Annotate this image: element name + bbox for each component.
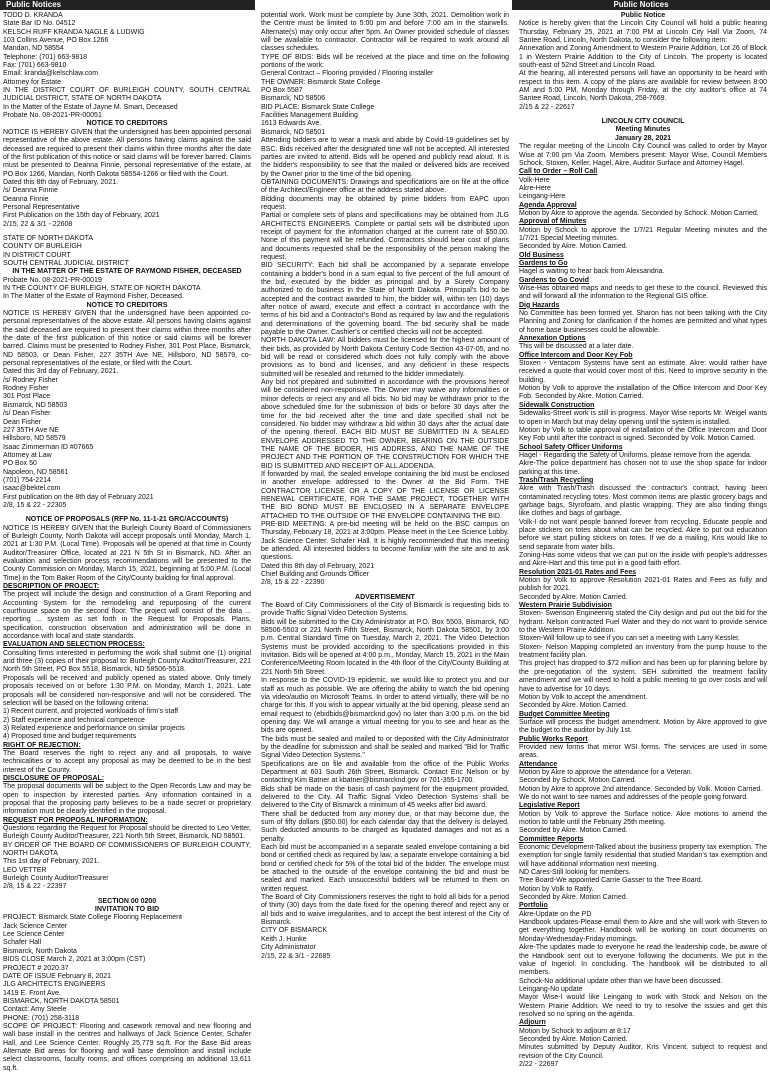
notice-subheading: Committee Reports [519, 835, 584, 843]
notice-text: Zoning-Has some videos that we can put on the inside with people's addresses and Akre-Hart and this time put in a good faith effort. [519, 552, 767, 568]
notice-text: Wise-Has obtained maps and needs to get these to the council. Reviewed this and will forward all the information to the Regional GIS office. [519, 285, 767, 301]
notice-text: KELSCH RUFF KRANDA NAGLE & LUDWIG [3, 28, 145, 36]
notice-text: 1613 Edwards Ave. [261, 120, 322, 128]
notice-text: Probate No. 08-2021-PR-00019 [3, 276, 102, 284]
notice-text: Seconded by Schock. Motion Carried. [519, 777, 637, 785]
notice-text: Volk-I do not want people banned forever from recycling. Educate people and place stickers on totes about what can be recycled. Akre to put out education before we start pulling stickers on totes. If we do a mailing, Kris would like to send separate from water bills. [519, 518, 767, 551]
notice-heading: Meeting Minutes [615, 126, 671, 134]
section-header-left: Public Notices [0, 0, 255, 10]
notice-text: First Publication on the 15th day of February, 2021 [3, 212, 160, 220]
notice-subheading: Budget Committee Meeting [519, 710, 610, 718]
notice-text: Burleigh County Auditor/Treasurer [3, 875, 109, 883]
notice-text: Volk-Here [519, 176, 550, 184]
notice-text: 4) Proposed time and budget requirements [3, 733, 137, 741]
notice-text: Attending bidders are to wear a mask and abide by Covid-19 guidelines set by BSC. Bids received after the designated time will not be accepted. All interested parties are invited to attend. Bids will be opened and publicly read aloud. It is the bidder's responsibility to see that the mailed or delivered bids are received by the Owner prior to the time of the bid opening. [261, 137, 509, 178]
notice-text: Akre-Here [519, 184, 551, 192]
notice-text: Bids will be submitted to the City Administrator at P.O. Box 5503, Bismarck, ND 58506-5503 or 221 North Fifth Street, Bismarck, North Dakota 58501, by 3:00 p.m. Central Standard Time on Tuesday, March 2, 2021. The Video Detection Systems must be provided according to the specifications provided in this invitation. Bids will be opened at 4:00 p.m., Monday, March 15, 2021 in the Main Conference/Meeting Room located in the 4th floor of the City/County Building at 221 North 5th Street. [261, 618, 509, 676]
notice-text: Dean Fisher [3, 418, 42, 426]
notice-text: 2/15 & 22 - 22617 [519, 103, 575, 111]
notice-text: Sidewalks-Street work is still in progress. Mayor Wise reports Mr. Weigel wants to open in March but may delay opening until the system is installed. [519, 410, 767, 426]
notice-text: 2/15, 22 & 3/1 - 22608 [3, 220, 73, 228]
notice-text: Keith J. Hunke [261, 935, 307, 943]
notice-heading: January 28, 2021 [614, 134, 672, 142]
notice-text: Hagel is waiting to hear back from Alexsandria. [519, 268, 665, 276]
notice-text: Seconded by Akre. Motion Carried. [519, 702, 628, 710]
notice-text: City Administrator [261, 944, 316, 952]
notice-text: Hillsboro, ND 58579 [3, 435, 66, 443]
notice-text: NORTH DAKOTA LAW: All bidders must be licensed for the highest amount of their bids, as provided by North Dakota Century Code Section 43-07-05, and no bid will be read or considered which does not fully comply with the above provisions as to bond and licenses, and any deficient in these respects submitted will be resealed and returned to the bidder immediately. [261, 337, 509, 378]
notice-text: In response to the COVID-19 epidemic, we would like to protect you and our staff as much as possible. We are offering the ability to watch the bid opening via video/audio on Microsoft Teams. In order to attend virtually, there will be no charge for this. If you wish to appear virtually at the bid opening, please send an email request to (ebidbids@bismarcknd.gov) no later than 3:00 p.m. on the bid opening day. We will arrange a virtual meeting for you to see and hear as the bids are opened. [261, 677, 509, 735]
notice-text: /s/ Deanna Finnie [3, 187, 58, 195]
notice-text: BID SECURITY: Each bid shall be accompanied by a separate envelope containing a bidder's bond in a sum equal to five percent of the full amount of the bid, executed by the bidder as principal and by a Surety Company authorized to do business in the State of North Dakota. Principal's bid to be accepted and the contract awarded to him, the bidder will, within ten (10) days after notice of award, execute and effect a contract in accordance with the terms of his bid and a Contractor's Bond as required by law and the regulations and determinations of the governing board. The bid security shall be made payable to the Owner. Cashier's or certified checks will not be accepted. [261, 262, 509, 337]
notice-text: At the hearing, all interested persons will have an opportunity to be heard with respect to this item. A copy of the plans are available for review between 8:00 AM and 5:00 PM, Monday through Friday, at the city auditor's office at 74 Santee Road, Lincoln, North Dakota, 258-7669. [519, 70, 767, 103]
notice-text: BID PLACE: Bismarck State College [261, 103, 375, 111]
notice-text: Provided new forms that mirror WSI forms. The services are used in some areas. [519, 743, 767, 760]
notice-subheading: Legislative Report [519, 802, 580, 810]
notice-heading: Public Notice [620, 12, 666, 19]
notice-subheading: Old Business [519, 251, 564, 259]
notice-text: Bids shall be made on the basis of cash payment for the equipment provided, delivered to the City. All Traffic Signal Video Detection Systems shall be delivered to the City of Bismarck a minimum of 45 weeks after bid award. [261, 785, 509, 810]
section-header-right: Public Notices [512, 0, 770, 10]
notice-text: JLG ARCHITECTS ENGINEERS [3, 981, 106, 989]
notice-subheading: Adjourn [519, 1019, 546, 1027]
notice-text: 2/8, 15 & 22 - 22390 [261, 579, 325, 587]
notice-text: 2/22 - 22697 [519, 1060, 559, 1068]
notice-column-3 [519, 12, 767, 1068]
notice-text: NOTICE IS HEREBY GIVEN that the Burleigh County Board of Commissioners of Burleigh County, North Dakota will accept proposals until Monday, March 1, 2021 at 1:30 P.M. (Local Time). Proposals will be opened at that time in County Auditor/Treasurer Office, located at 221 N 5th St in Bismarck, ND. After an evaluation and selection process recommendations will be presented to the County Commission on Monday, March 15, 2021, beginning at 5:00 P.M. (Local Time) in the Tom Baker Room of the City/County building for final approval. [3, 524, 251, 582]
notice-text: CITY OF BISMARCK [261, 927, 327, 935]
notice-subheading: Dig Hazards [519, 301, 560, 309]
notice-text: NOTICE IS HEREBY GIVEN that the undersigned has been appointed personal representative of the above estate. All persons having claims against the said deceased are required to present their claims within three months after the date of the first publication of this notice or said claims will be forever barred. Claims must be presented to Deanna Finnie, personal representative of the estate, at PO Box 1266, Mandan, North Dakota 58554-1266 or filed with the Court. [3, 128, 251, 178]
notice-text: 3) Related experience and performance on similar projects [3, 724, 185, 732]
notice-text: 2/8, 15 & 22 - 22305 [3, 501, 67, 509]
notice-text: Akre with Trash/Trash discussed the contractor's contract, having been contaminated recycling totes. Most common items are plastic grocery bags and garbage bags, Styrofoam, and plastic wrapping. They are also finding things like clothes and bags of garbage. [519, 485, 767, 518]
notice-text: Probate No. 08-2021-PR-00051 [3, 112, 102, 120]
notice-text: Telephone: (701) 663-9818 [3, 53, 88, 61]
notice-text: Fax: (701) 663-9810 [3, 62, 67, 70]
notice-text: Attorney at Law [3, 451, 52, 459]
notice-text: 2) Staff experience and technical competence [3, 716, 145, 724]
notice-text: IN THE DISTRICT COURT OF BURLEIGH COUNTY, SOUTH CENTRAL JUDICIAL DISTRICT, STATE OF NORTH DAKOTA [3, 87, 251, 103]
notice-text: Seconded by Akre. Motion Carried. [519, 243, 628, 251]
notice-text: Bismarck, ND 58501 [261, 128, 326, 136]
notice-text: Surface will process the budget amendment. Motion by Akre approved to give the budget to the auditor by July 1st. [519, 718, 767, 735]
notice-heading: NOTICE TO CREDITORS [86, 120, 168, 128]
notice-subheading: Gardens to Go [519, 259, 568, 267]
notice-text: SOUTH CENTRAL JUDICIAL DISTRICT [3, 259, 129, 267]
notice-text: The Board of City Commissioners reserves the right to hold all bids for a period of thirty (30) days from the date fixed for the opening thereof and reject any or all bids and to waive irregularities, and to accept the best interest of the City of Bismarck. [261, 894, 509, 927]
notice-text: Attorney for Estate [3, 78, 61, 86]
notice-text: Notice is hereby given that the Lincoln City Council will hold a public hearing Thursday, February 25, 2021 at 7:00 PM at Lincoln City Hall Via Zoom, 74 Santee Road, Lincoln, North Dakota, to consider the following item: [519, 20, 767, 45]
notice-text: PHONE: (701) 258-3118 [3, 1014, 80, 1022]
notice-text: Proposals will be received and publicly opened as stated above. Only timely proposals received on or before 1:30 P.M. on Monday, March 1, 2021. Late proposals will be considered non-responsive and will not be considered. The selection will be based on the following criteria: [3, 674, 251, 707]
notice-text: Motion by Volk to table approval of installation of the Office Intercom and Door Key Fob until after the contract is signed. Seconded by Volk. Motion Carried. [519, 426, 767, 443]
notice-subheading: EVALUATION AND SELECTION PROCESS: [3, 641, 145, 649]
notice-text: 1) Recent current, and projected workloads of firm's staff [3, 708, 179, 716]
notice-text: PRE-BID MEETING: A pre-bid meeting will be held on the BSC campus on Thursday, February 18, 2021 at 3:00pm. Please meet in the Lee Science Lobby. Jack Science Center. Schafer Hall. It is highly recommended that this meeting be attended. All interested bidders to become familiar with the site and to ask questions. [261, 520, 509, 562]
notice-text: /s/ Dean Fisher [3, 410, 51, 418]
notice-subheading: Call to Order – Roll Call [519, 168, 598, 176]
notice-text: The Board of City Commissioners of the City of Bismarck is requesting bids to provide Traffic Signal Video Detection Systems. [261, 602, 509, 618]
notice-text: The regular meeting of the Lincoln City Council was called to order by Mayor Wise at 7:00 pm Via Zoom. Members present: Mayor Wise, Council Members Schock, Stoxen, Keller, Hagel, Akre, Auditor Surface and Attorney Hagel. [519, 143, 767, 167]
notice-text: State Bar ID No. 04512 [3, 20, 76, 28]
notice-text: This will be discussed at a later date. [519, 343, 634, 351]
notice-text: TYPE OF BIDS: Bids will be received at the place and time on the following portions of the work: [261, 53, 509, 70]
notice-text: STATE OF NORTH DAKOTA [3, 234, 94, 242]
notice-text: Leingang-No update [519, 985, 583, 993]
notice-heading: ADVERTISEMENT [355, 593, 415, 601]
notice-subheading: Portfolio [519, 902, 548, 910]
notice-text: Annexation and Zoning Amendment to Western Prairie Addition, Lot 26 of Block 1 in Western Prairie Addition to the City of Lincoln. The property is located south-east of 52nd Street and Lincoln Road. [519, 45, 767, 70]
notice-text: /s/ Rodney Fisher [3, 376, 58, 384]
notice-text: Seconded by Akre. Motion Carried. [519, 1035, 628, 1043]
notice-text: Schafer Hall [3, 939, 42, 947]
notice-text: Isaac Zimmerman ID #07665 [3, 443, 94, 451]
notice-text: Motion by Volk to accept the amendment. [519, 693, 648, 701]
notice-text: First publication on the 8th day of February 2021 [3, 493, 154, 501]
notice-text: This 1st day of February, 2021. [3, 858, 100, 866]
notice-subheading: DESCRIPTION OF PROJECT: [3, 583, 100, 591]
notice-text: Motion by Volk to approve the Surface notice. Akre motions to amend the motion to table until the February 25th meeting. [519, 810, 767, 826]
notice-text: BIDS CLOSE March 2, 2021 at 3:00pm (CST) [3, 956, 146, 964]
notice-text: SCOPE OF PROJECT: Flooring and casework removal and new flooring and wall base install in the centres and hallways of Jack Science Center, Schafer Hall, and Lee Science Center. Roughly 25,779 sq.ft. For the Base Bid areas Alternate Bid areas for flooring and wall base demolition and install include select classrooms, faculty rooms, and offices comprising an additional 13,611 sq.ft. [3, 1022, 251, 1072]
notice-text: Motion by Schock to adjourn at 8:17 [519, 1027, 631, 1035]
notice-text: 301 Post Place [3, 393, 51, 401]
notice-heading: NOTICE TO CREDITORS [86, 301, 168, 309]
notice-text: The Board reserves the right to reject any and all proposals, to waive technicalities or to accept any proposal as may be deemed to be in the best interest of the County. [3, 749, 251, 774]
notice-text: The bids must be sealed and mailed to or deposited with the City Administrator by the deadline for submission and shall be sealed and marked "Bid for Traffic Signal Video Detection Systems." [261, 735, 509, 760]
notice-text: (701) 754-2214 [3, 476, 51, 484]
notice-text: Motion by Volk to approve Resolution 2021-01 Rates and Fees as fully and publish for 2021. [519, 577, 767, 593]
notice-text: Partial or complete sets of plans and specifications may be obtained from JLG ARCHITECTS ENGINEERS. Complete or partial sets will be distributed upon receipt of payment for the information charged at the current rate of $50.00. None of this payment will be refunded. Contractors should bear cost of plans and documents requested shall be the responsibility of the person making the request. [261, 212, 509, 261]
notice-text: Consulting firms interested in performing the work shall submit one (1) original and three (3) copies of their proposal to: Burleigh County Auditor/Treasurer, 221 North 5th Street, PO Box 5518, Bismarck, ND 58506-5518. [3, 649, 251, 674]
notice-text: Jack Science Center [3, 922, 68, 930]
notice-text: Bidding documents may be obtained by prime bidders from EAPC upon request. [261, 195, 509, 211]
notice-text: IN THE COUNTY OF BURLEIGH, STATE OF NORTH DAKOTA [3, 285, 201, 292]
notice-subheading: REQUEST FOR PROPOSAL INFORMATION: [3, 816, 148, 824]
notice-text: Specifications are on file and available from the office of the Public Works Department at 601 South 26th Street, Bismarck. Contact Eric Nelson or by contacting Kim Batner at kbatner@bismarcknd.gov or 701-355-1700. [261, 760, 509, 785]
notice-subheading: Office Intercom and Door Key Fob [519, 351, 633, 359]
notice-text: Akre-Update on the PD [519, 910, 592, 918]
notice-text: Stoxen- Swenson Engineering stated the City design and put out the bid for the hydrant. Nelson contracted Fuel Water and they do not want to provide service to the Western Prairie Addition. [519, 610, 767, 635]
notice-subheading: School Safety Officer Uniforms [519, 443, 623, 451]
notice-heading: INVITATION TO BID [94, 906, 160, 914]
notice-text: Schock-No additional update other than we have been discussed. [519, 977, 723, 985]
notice-text: Personal Representative [3, 203, 80, 211]
notice-subheading: Agenda Approval [519, 201, 577, 209]
notice-text: Akre-The police department has chosen not to use the shop space for indoor parking at this time. [519, 460, 767, 476]
notice-text: Mayor Wise-I would like Leingang to work with Stock and Nelson on the Western Prairie Addition. We need to try to resolve the issues and get this resolved so no spring on the agenda. [519, 994, 767, 1018]
notice-text: PO Box 50 [3, 460, 37, 468]
notice-text: We do not want to see names and addresses of the people going forward. [519, 793, 749, 801]
notice-text: No Committee has been formed yet. Sharon has not been talking with the City Planning and Zoning for clarification if the homes are permitted and what types of home base businesses could be allowable. [519, 310, 767, 334]
notice-subheading: Trash/Trash Recycling [519, 476, 594, 484]
notice-text: isaac@bektel.com [3, 485, 61, 493]
notice-text: Stoxen-Will follow up to see if you can set a meeting with Larry Kessler. [519, 635, 740, 643]
notice-text: Leingang-Here [519, 193, 566, 201]
notice-text: Seconded by Akre. Motion Carried. [519, 894, 628, 902]
notice-text: PROJECT: Bismarck State College Flooring Replacement [3, 914, 182, 922]
notice-text: Mandan, ND 58554 [3, 45, 64, 53]
notice-text: Facilities Management Building [261, 112, 358, 120]
notice-text: Deanna Finnie [3, 195, 49, 203]
notice-text: Stoxen- Nelson Mapping completed an inventory from the pump house to the treatment facility plan. [519, 643, 767, 660]
notice-text: Bismarck, ND 58506 [261, 95, 326, 103]
notice-text: The proposal documents will be subject to the Open Records Law and may be open to inspection by interested parties. Any information contained in a proposal that the proposing party believes to be a trade secret or proprietary information must be clearly identified in the proposal. [3, 783, 251, 816]
notice-text: THE OWNER: Bismarck State College [261, 78, 381, 86]
notice-subheading: RIGHT OF REJECTION: [3, 741, 81, 749]
notice-text: Economic Development-Talked about the business property tax exemption. The exemption for single family residential that studied Mandan's tax exemption and will have additional information next meeting. [519, 844, 767, 868]
notice-text: Motion by Volk to Ratify. [519, 885, 594, 893]
notice-text: LEO VETTER [3, 866, 47, 874]
notice-text: Stoxen - Ventacom Systems have sent an estimate. Akre: would rather have received a quote that would cover most of this. Need to improve security in the building. [519, 360, 767, 384]
notice-heading: SECTION 00 0200 [97, 897, 157, 905]
notice-text: 227 35TH Ave NE [3, 426, 59, 434]
notice-text: Hagel - Regarding the Safety of Uniforms, please remove from the agenda. [519, 451, 752, 459]
notice-subheading: Gardens to Go Covid [519, 276, 590, 284]
notice-text: Any bid not prepared and submitted in accordance with the provisions hereof will be considered non-responsive. The Owner may waive any informalities or minor defects or reject any and all bids. No bid may be withdrawn prior to the above scheduled time for the submission of bids or before 30 days after the time for the bid received after the time and date specified shall not be considered. No bidder may withdraw a bid within 30 days after the actual date of the opening thereof. EACH BID MUST BE SUBMITTED IN A SEALED ENVELOPE ADDRESSED TO THE OWNER, BEARING ON THE OUTSIDE THE NAME OF THE BIDDER, HIS ADDRESS, AND THE NAME OF THE PROJECT AND THE PORTION OF THE CONSTRUCTION FOR WHICH THE BID IS SUBMITTED AND RECEIPT OF ALL ADDENDA. [261, 379, 509, 470]
notice-subheading: Attendance [519, 760, 558, 768]
notice-subheading: DISCLOSURE OF PROPOSAL: [3, 774, 105, 782]
notice-text: Questions regarding the Request for Proposal should be directed to Leo Vetter, Burleigh County Auditor/Treasurer, 221 North 5th Street, Bismarck, ND 58501. [3, 825, 251, 841]
notice-subheading: Annexation Options [519, 335, 586, 343]
notice-text: Dated this 8th day of February, 2021. [3, 178, 119, 186]
notice-text: OBTAINING DOCUMENTS: Drawings and specifications are on file at the office of the Architect/Engineer office at the address stated above. [261, 178, 509, 195]
notice-text: Email: kranda@kelschlaw.com [3, 70, 99, 78]
notice-text: PROJECT # 2020.37 [3, 964, 69, 972]
notice-text: Lee Science Center [3, 931, 65, 939]
notice-text: This project has dropped to $72 million and has been up for planning before by the pre-negotiation of the system. SEH submitted the treatment facility amendment and we will need to hold a public meeting to go over costs and will have to advertise for 10 days. [519, 660, 767, 693]
notice-text: There shall be deducted from any money due, or that may become due, the sum of fifty dollars ($50.00) for each calendar day that the delivery is delayed. Such deducted amounts to be charged as liquidated damages and not as a penalty. [261, 810, 509, 843]
notice-text: Contact: Amy Steele [3, 1006, 67, 1014]
notice-text: In the Matter of the Estate of Jayne M. Smart, Deceased [3, 103, 178, 111]
notice-text: DATE OF ISSUE February 8, 2021 [3, 972, 112, 980]
notice-subheading: Resolution 2021-01 Rates and Fees [519, 568, 637, 576]
notice-text: In The Matter of the Estate of Raymond Fisher, Deceased. [3, 293, 184, 301]
notice-text: potential work. Work must be complete by June 30th, 2021. Demolition work in the Centre must be limited to 5:00 pm and before 7:00 am in the stairwells. Alternate(s) may only occur after 5pm. An Owner provided schedule of classes will be available to contractor. Contractor will be required to work around all classes schedules. [261, 12, 509, 53]
notice-text: 103 Collins Avenue, PO Box 1266 [3, 37, 109, 45]
notice-text: Minutes submitted by Deputy Auditor, Kris Vincent, subject to request and revision of the City Council. [519, 1044, 767, 1060]
notice-subheading: Public Works Report [519, 735, 588, 743]
notice-text: Chief Building and Grounds Officer [261, 571, 370, 579]
notice-subheading: Approval of Minutes [519, 218, 587, 226]
notice-text: Handbook updates-Please email them to Akre and she will work with Steven to get everything together. Handbook will be working on court documents on Monday-Wednesday-Friday mornings. [519, 919, 767, 943]
notice-text: Napoleon, ND 58561 [3, 468, 69, 476]
notice-heading: LINCOLN CITY COUNCIL [601, 118, 685, 126]
notice-text: COUNTY OF BURLEIGH [3, 243, 82, 251]
notice-text: 2/8, 15 & 22 - 22397 [3, 883, 67, 891]
notice-text: Motion by Akre to approve 2nd attendance. Seconded by Volk. Motion Carried. [519, 785, 763, 793]
notice-text: Seconded by Akre. Motion Carried. [519, 593, 628, 601]
notice-text: Tree Board-We appointed Carrie Gasser to the Tree Board. [519, 877, 703, 885]
notice-subheading: Sidewalk Construction [519, 401, 595, 409]
notice-text: Dated this 8th day of February, 2021 [261, 562, 375, 570]
notice-heading: NOTICE OF PROPOSALS (RFP No. 11-1-21 GRC/ACCOUNTS) [25, 516, 229, 524]
notice-text: Bismarck, ND 58503 [3, 401, 68, 409]
notice-text: ND Cares-Still looking for members. [519, 869, 631, 877]
notice-text: Akre-The updates made to everyone he read the leadership code, be aware of the Handbook sent out to everyone following the documents. We put in the value of Ingeriol. In concluding. The handbook will be distributed to all members. [519, 944, 767, 977]
notice-text: IN DISTRICT COURT [3, 251, 71, 259]
notice-text: Motion by Akre to approve the agenda. Seconded by Schock. Motion Carried. [519, 209, 759, 217]
notice-text: TODD D. KRANDA [3, 12, 63, 19]
notice-text: Motion by Akre to approve the attendance for a Veteran. [519, 768, 693, 776]
notice-text: The project will include the design and construction of a Grant Reporting and Accounting System for the remodeling and repurposing of the current courthouse space on the second floor. The project will consist of the data ... reporting ... system as set forth in the Request for Proposals. Plans, specification, construction observation and administration will be done in accordance with local and state standards. [3, 591, 251, 641]
notice-heading: IN THE MATTER OF THE ESTATE OF RAYMOND FISHER, DECEASED [12, 268, 242, 276]
notice-subheading: Western Prairie Subdivision [519, 602, 612, 610]
notice-text: Dated this 3rd day of February, 2021. [3, 368, 119, 376]
notice-text: Seconded by Akre. Motion Carried. [519, 827, 628, 835]
notice-text: NOTICE IS HEREBY GIVEN that the undersigned have been appointed co-personal representatives of the above estate. All persons having claims against the said deceased are required to present their claims within three months after the date of the first publication of this notice or said claims will be forever barred. Claims must be presented to Rodney Fisher, 301 Post Place, Bismarck, ND 58503, or Dean Fisher, 227 35TH Ave NE, Hillsboro, ND 58579, co-personal representatives of the estate, or filed with the Court. [3, 310, 251, 368]
notice-text: Motion by Schock to approve the 1/7/21 Regular Meeting minutes and the 1/7/21 Special Meeting minutes. [519, 226, 767, 242]
notice-text: BISMARCK, NORTH DAKOTA 58501 [3, 997, 120, 1005]
notice-text: Motion by Volk to approve the installation of the Office Intercom and Door Key Fob. Seconded by Akre. Motion Carried. [519, 385, 767, 401]
notice-column-1 [3, 12, 251, 1072]
notice-column-2 [261, 12, 509, 1020]
notice-text: Rodney Fisher [3, 385, 49, 393]
notice-text: Bismarck, North Dakota [3, 947, 77, 955]
notice-text: 2/15, 22 & 3/1 - 22685 [261, 952, 331, 960]
notice-text: 1419 E. Front Ave. [3, 989, 61, 997]
notice-text: If forwarded by mail, the sealed envelope containing the bid must be enclosed in another envelope addressed to the Owner at the Bid Form. THE CONTRACTOR LICENSE OR A COPY OF THE LICENSE OR LICENSE RENEWAL CERTIFICATE, FOR THE SAME PROJECT, TOGETHER WITH THE BID BOND MUST BE ENCLOSED IN A SEPARATE ENVELOPE ATTACHED TO THE OUTSIDE OF THE ENVELOPE CONTAINING THE BID. [261, 470, 509, 520]
notice-text: PO Box 5587 [261, 87, 303, 95]
notice-text: BY ORDER OF THE BOARD OF COMMISSIONERS OF BURLEIGH COUNTY, NORTH DAKOTA [3, 841, 251, 858]
notice-text: General Contract – Flooring provided / Flooring installer [261, 70, 434, 78]
notice-text: Each bid must be accompanied in a separate sealed envelope containing a bid bond or certified check as required by law, a separate envelope containing a bid bond or certified check for 5% of the total bid of the bidder. The envelope must be attached to the outside of the envelope containing the bid and must be sealed and marked. Each unsuccessful bidders will be returned to them on written request. [261, 844, 509, 893]
